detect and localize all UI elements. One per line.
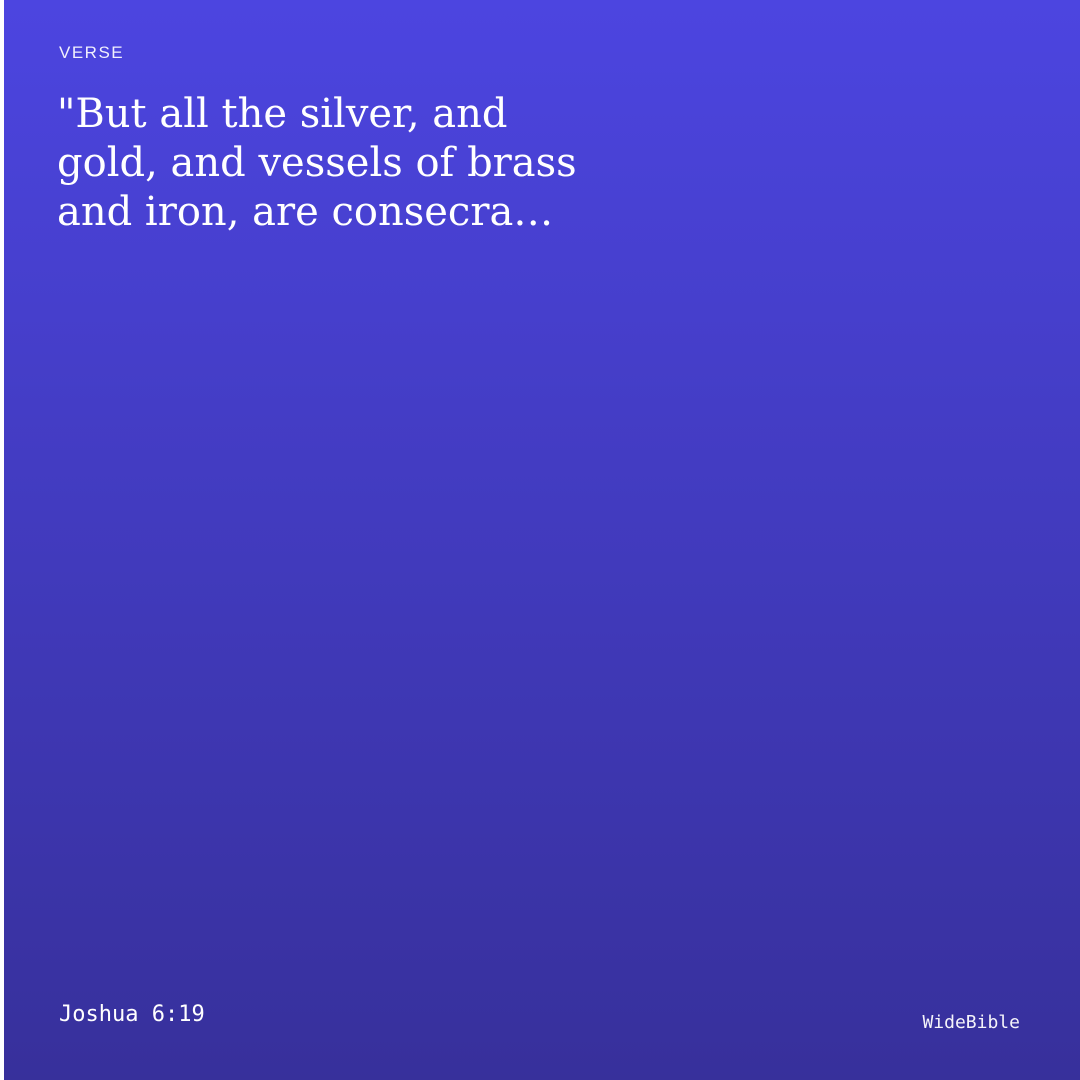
- verse-text: [57, 90, 577, 237]
- verse-text-line-1: "But all the silver, and: [57, 91, 508, 137]
- verse-card: [4, 0, 1080, 1080]
- verse-kicker-label: VERSE: [59, 43, 125, 62]
- verse-text-line-3: and iron, are consecra…: [57, 189, 554, 235]
- verse-reference: Joshua 6:19: [59, 1002, 205, 1027]
- watermark-brand: WideBible: [922, 1012, 1020, 1033]
- verse-text-line-2: gold, and vessels of brass: [57, 140, 577, 186]
